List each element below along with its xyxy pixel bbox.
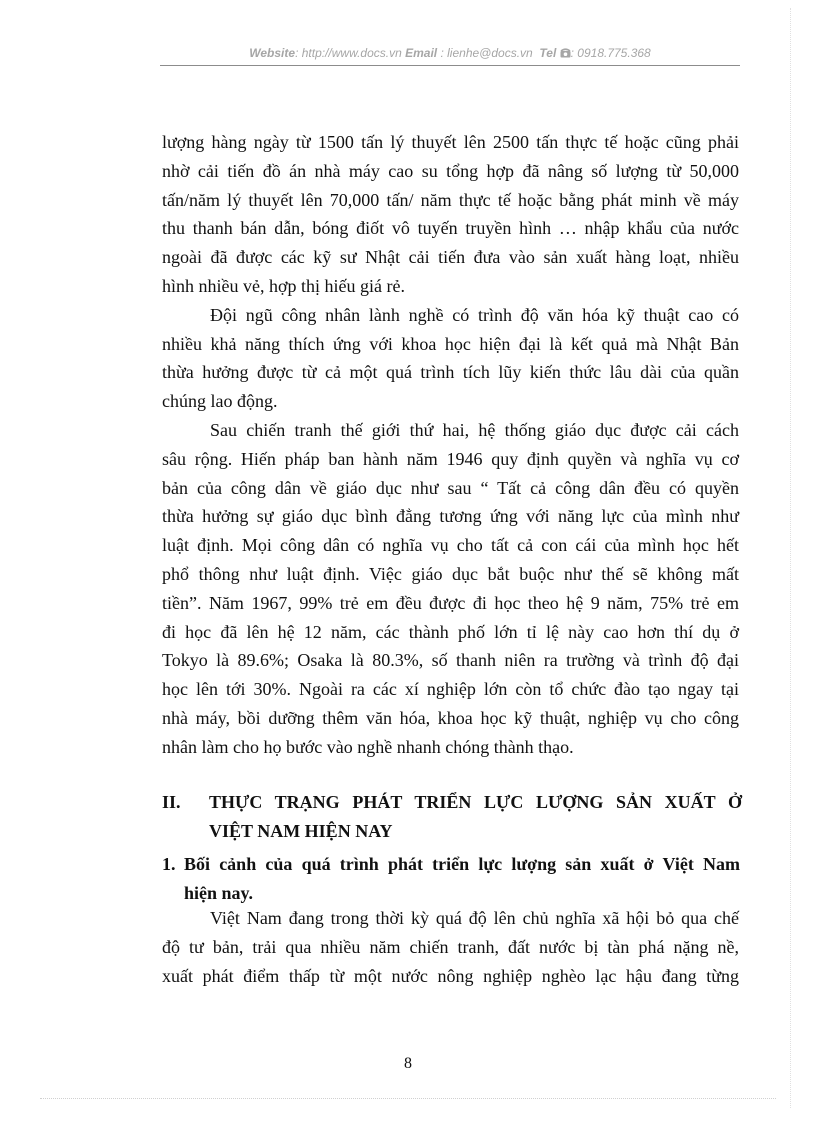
text-line: đi học đã lên hệ 12 năm, các thành phố lớn tỉ lệ này cao hơn thí dụ ở <box>162 621 739 642</box>
text-line: Đội ngũ công nhân lành nghề có trình độ văn hóa kỹ thuật cao có <box>210 304 739 325</box>
text-line: xuất phát điểm thấp từ một nước nông nghiệp nghèo lạc hậu đang từng <box>162 966 739 986</box>
header-divider <box>160 65 740 66</box>
text-line: Sau chiến tranh thế giới thứ hai, hệ thống giáo dục được cải cách <box>210 419 739 440</box>
text-line: nhiều khả năng thích ứng với khoa học hiện đại là kết quả mà Nhật Bản <box>162 333 739 354</box>
body-text <box>162 128 739 762</box>
text-line: hình nhiều vẻ, hợp thị hiếu giá rẻ. <box>162 275 405 296</box>
text-line: chúng lao động. <box>162 391 278 412</box>
text-line: Việt Nam đang trong thời kỳ quá độ lên chủ nghĩa xã hội bỏ qua chế <box>210 908 739 928</box>
text-line: phổ thông như luật định. Việc giáo dục bắt buộc như thế sẽ không mất <box>162 563 739 584</box>
text-line: nhân làm cho họ bước vào nghề nhanh chóng thành thạo. <box>162 736 574 757</box>
section-title <box>209 788 742 846</box>
paragraph-3 <box>162 416 739 762</box>
email-value: : lienhe@docs.vn <box>437 46 533 60</box>
website-label: Website <box>249 46 296 60</box>
text-line: nhờ cải tiến đồ án nhà máy cao su tổng hợp đã nâng số lượng từ 50,000 <box>162 160 739 181</box>
text-line: ngoài đã được các kỹ sư Nhật cải tiến đưa vào sản xuất hàng loạt, nhiều <box>162 247 739 268</box>
section-title-line: THỰC TRẠNG PHÁT TRIỂN LỰC LƯỢNG SẢN XUẤT Ở <box>209 792 742 812</box>
subsection-title <box>184 850 740 908</box>
margin-guide <box>790 8 791 1108</box>
paragraph-2 <box>162 301 739 416</box>
text-line: nhà máy, bồi dưỡng thêm văn hóa, khoa học kỹ thuật, nghiệp vụ cho công <box>162 707 739 728</box>
text-line: lượng hàng ngày từ 1500 tấn lý thuyết lên 2500 tấn thực tế hoặc cũng phải <box>162 132 739 152</box>
subsection-number: 1. <box>162 854 176 874</box>
email-label: Email <box>405 46 438 60</box>
text-line: tấn/năm lý thuyết lên 70,000 tấn/ năm thực tế hoặc bằng phát minh về máy <box>162 189 739 210</box>
tel-value: : 0918.775.368 <box>570 46 651 60</box>
section-title-line: VIỆT NAM HIỆN NAY <box>209 821 393 841</box>
tel-label: Tel <box>539 46 557 60</box>
section-number: II. <box>162 792 181 812</box>
text-line: thừa hưởng được từ cả một quá trình tích lũy kiến thức lâu dài của quần <box>162 362 739 383</box>
subsection-title-line: Bối cảnh của quá trình phát triển lực lượng sản xuất ở Việt Nam <box>184 854 740 874</box>
text-line: thu thanh bán dẫn, bóng điốt vô tuyến truyền hình … nhập khẩu của nước <box>162 218 739 239</box>
text-line: sâu rộng. Hiến pháp ban hành năm 1946 quy định quyền và nghĩa vụ cơ <box>162 448 739 469</box>
footer-divider <box>40 1098 776 1099</box>
phone-icon <box>560 47 571 61</box>
subsection-title-line: hiện nay. <box>184 883 254 903</box>
text-line: tiền”. Năm 1967, 99% trẻ em đều được đi học theo hệ 9 năm, 75% trẻ em <box>162 592 739 613</box>
page-number: 8 <box>404 1055 412 1072</box>
text-line: độ tư bản, trải qua nhiều năm chiến tranh, đất nước bị tàn phá nặng nề, <box>162 937 739 957</box>
paragraph-4 <box>162 904 739 991</box>
text-line: Tokyo là 89.6%; Osaka là 80.3%, số thanh niên ra trường và trình độ đại <box>162 650 739 671</box>
website-value: : http://www.docs.vn <box>295 46 402 60</box>
paragraph-1 <box>162 128 739 301</box>
page-header <box>160 46 740 61</box>
text-line: thừa hưởng sự giáo dục bình đẳng tương ứng với năng lực của mình như <box>162 506 739 527</box>
text-line: luật định. Mọi công dân có nghĩa vụ cho tất cả con cái của mình học hết <box>162 535 739 556</box>
text-line: bản của công dân về giáo dục như sau “ Tất cả công dân đều có quyền <box>162 477 739 498</box>
text-line: học lên tới 30%. Ngoài ra các xí nghiệp lớn còn tổ chức đào tạo ngay tại <box>162 679 739 700</box>
